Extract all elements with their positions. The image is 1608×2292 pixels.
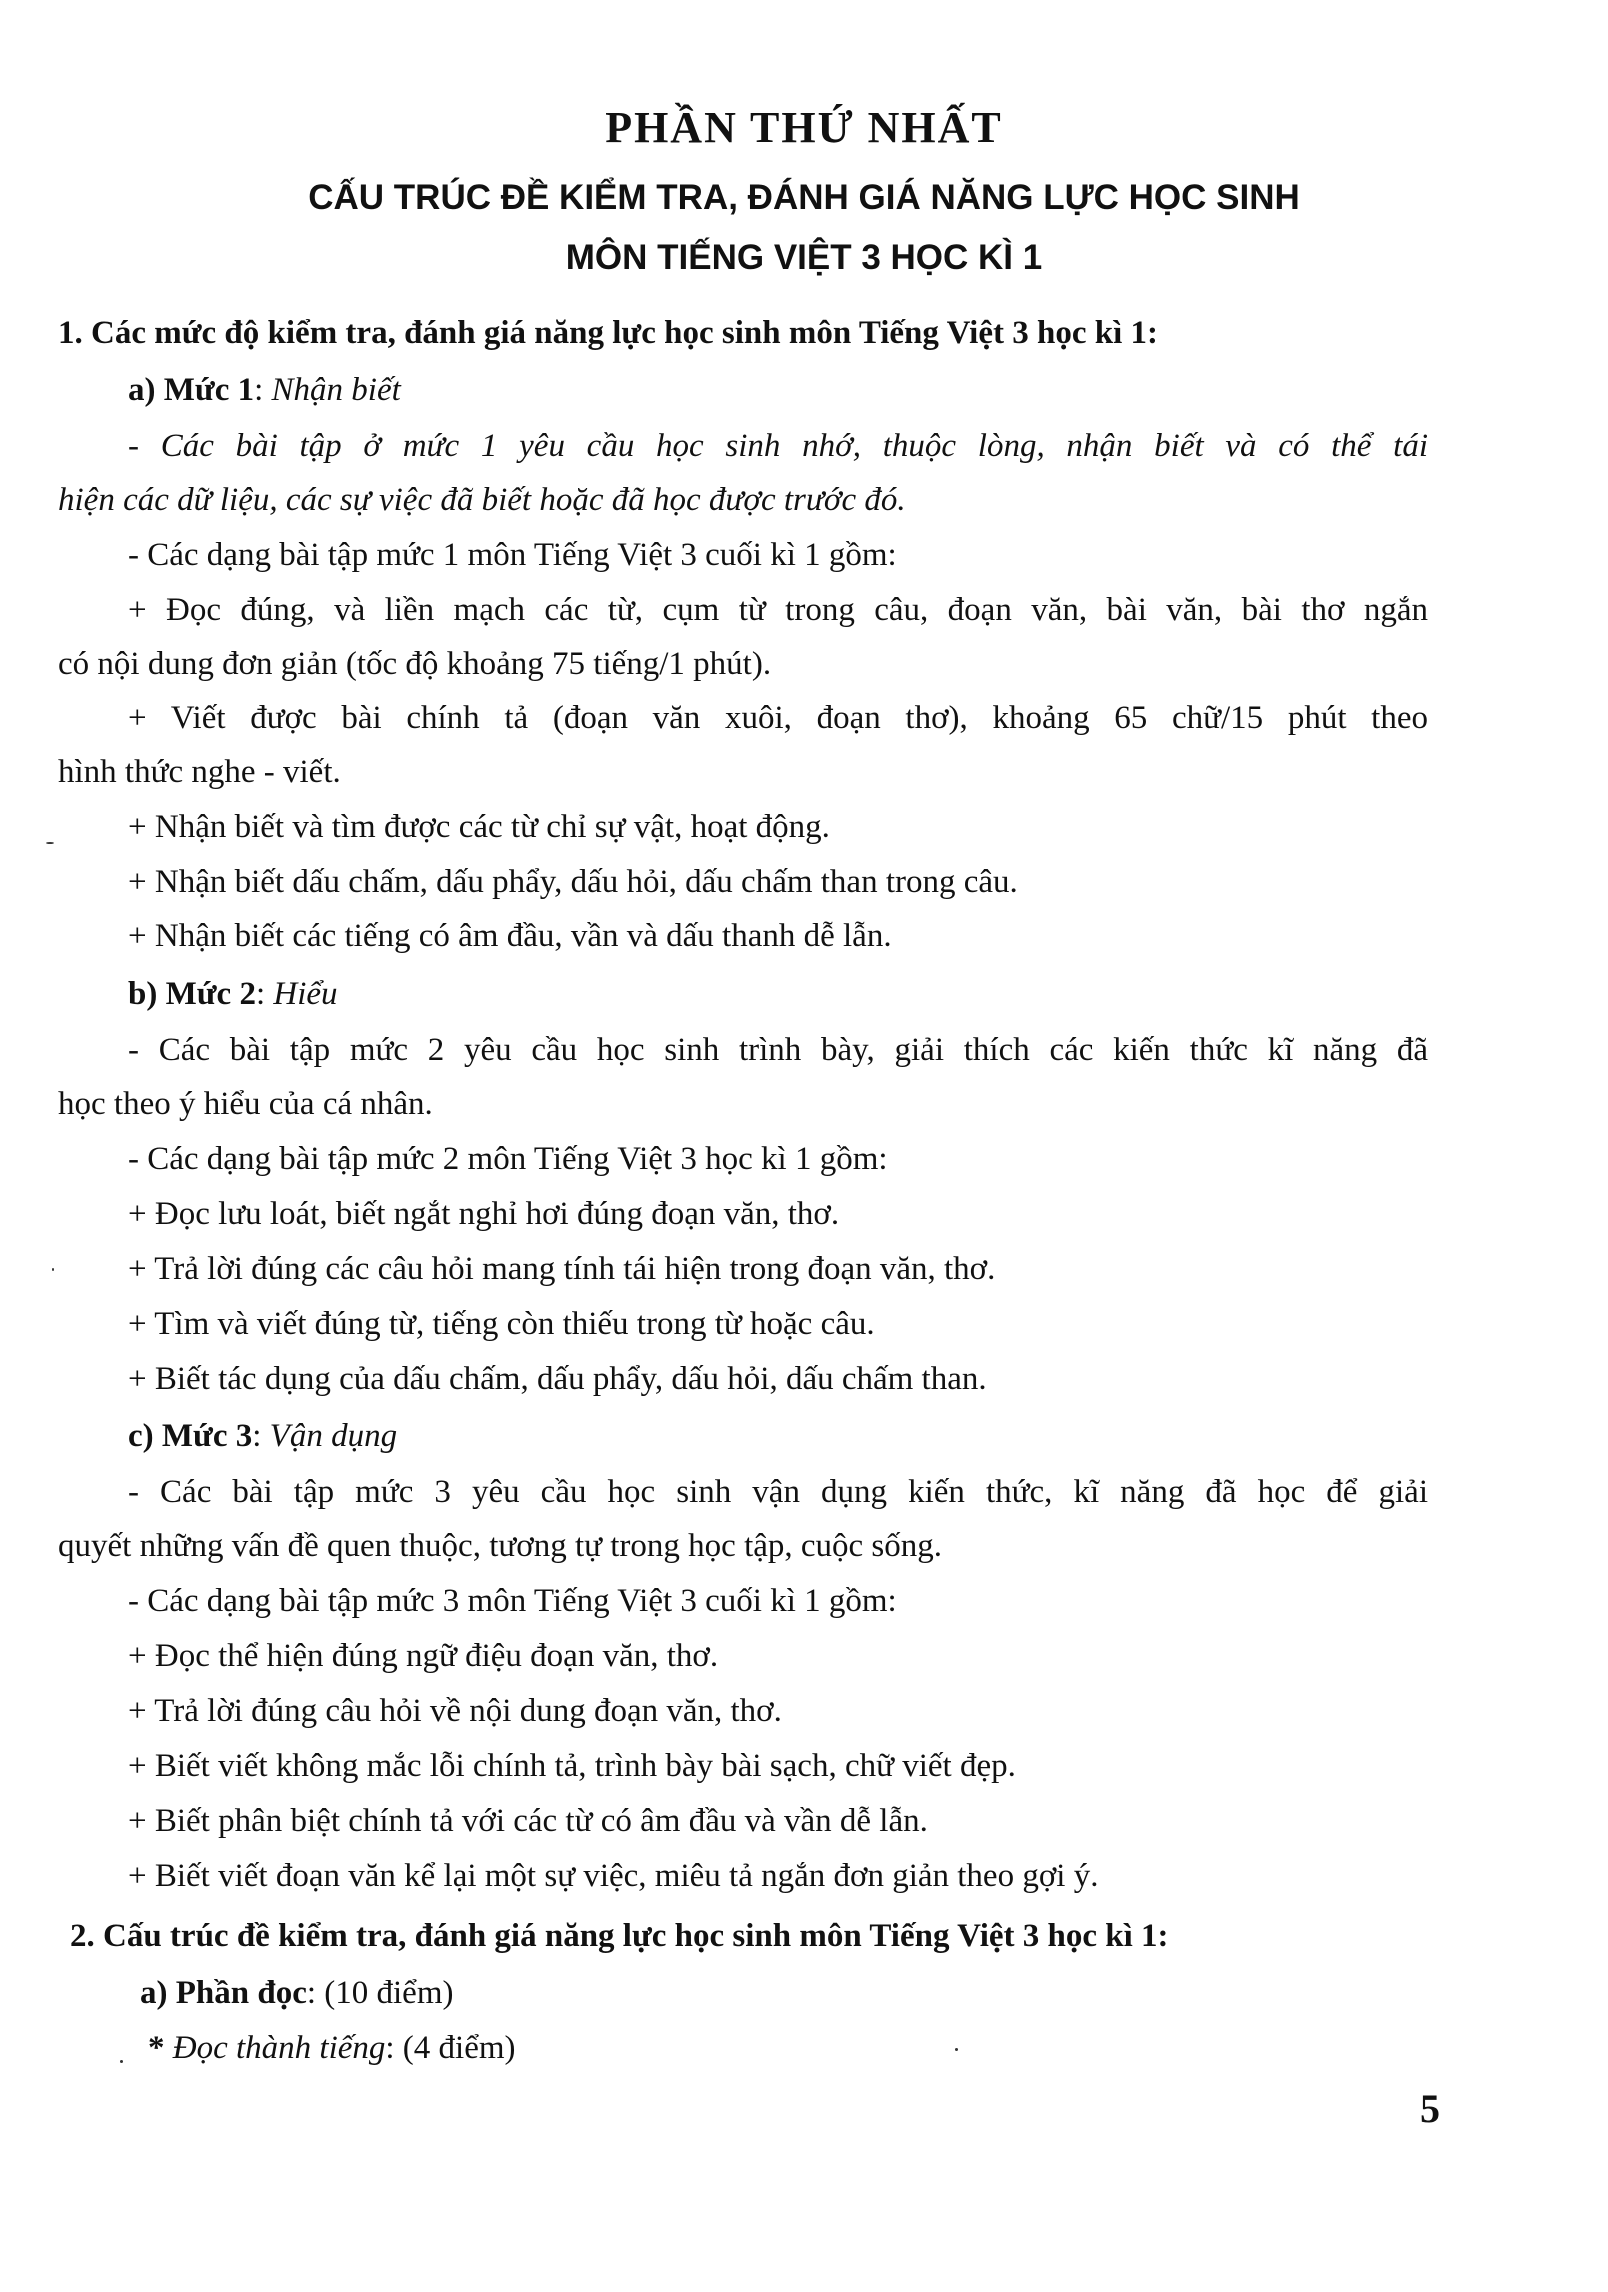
level-3-heading bbox=[128, 1420, 397, 1453]
scan-speck bbox=[52, 1268, 54, 1271]
level-3-item-2: + Trả lời đúng câu hỏi về nội dung đoạn văn, thơ. bbox=[128, 1693, 782, 1729]
level-1-heading bbox=[128, 374, 401, 407]
level-3-item-5: + Biết viết đoạn văn kể lại một sự việc, miêu tả ngắn đơn giản theo gợi ý. bbox=[128, 1858, 1099, 1894]
level-3-label: c) Mức 3 bbox=[128, 1418, 253, 1454]
level-3-item-4: + Biết phân biệt chính tả với các từ có âm đầu và vần dễ lẫn. bbox=[128, 1803, 928, 1839]
reading-part-heading bbox=[140, 1977, 454, 2010]
level-3-desc-line-1: - Các bài tập mức 3 yêu cầu học sinh vận dụng kiến thức, kĩ năng đã học để giải bbox=[128, 1474, 1428, 1510]
page-number: 5 bbox=[1420, 2086, 1440, 2131]
scan-speck bbox=[955, 2048, 958, 2051]
reading-part-points: : (10 điểm) bbox=[306, 1975, 454, 2011]
level-1-desc-line-2: hiện các dữ liệu, các sự việc đã biết hoặc đã học được trước đó. bbox=[58, 482, 906, 518]
level-1-name: Nhận biết bbox=[271, 372, 401, 408]
level-1-types-intro: - Các dạng bài tập mức 1 môn Tiếng Việt 3 cuối kì 1 gồm: bbox=[128, 537, 897, 573]
level-2-desc-line-2: học theo ý hiểu của cá nhân. bbox=[58, 1086, 433, 1122]
level-1-item-2-line-2: hình thức nghe - viết. bbox=[58, 754, 341, 790]
level-2-item-2: + Trả lời đúng các câu hỏi mang tính tái hiện trong đoạn văn, thơ. bbox=[128, 1251, 996, 1287]
level-2-desc-line-1: - Các bài tập mức 2 yêu cầu học sinh trình bày, giải thích các kiến thức kĩ năng đã bbox=[128, 1032, 1428, 1068]
level-1-item-3: + Nhận biết và tìm được các từ chỉ sự vật, hoạt động. bbox=[128, 809, 830, 845]
level-1-colon: : bbox=[254, 372, 272, 408]
level-2-item-3: + Tìm và viết đúng từ, tiếng còn thiếu trong từ hoặc câu. bbox=[128, 1306, 875, 1342]
level-2-types-intro: - Các dạng bài tập mức 2 môn Tiếng Việt 3 học kì 1 gồm: bbox=[128, 1141, 888, 1177]
level-2-name: Hiểu bbox=[273, 976, 338, 1012]
level-3-desc-line-2: quyết những vấn đề quen thuộc, tương tự trong học tập, cuộc sống. bbox=[58, 1528, 943, 1564]
oral-reading-label: Đọc thành tiếng bbox=[172, 2030, 386, 2066]
level-1-item-5: + Nhận biết các tiếng có âm đầu, vần và dấu thanh dễ lẫn. bbox=[128, 918, 892, 954]
level-2-label: b) Mức 2 bbox=[128, 976, 256, 1012]
oral-reading-star: * bbox=[148, 2030, 173, 2066]
level-1-item-1-line-1: + Đọc đúng, và liền mạch các từ, cụm từ trong câu, đoạn văn, bài văn, bài thơ ngắn bbox=[128, 592, 1428, 628]
level-3-types-intro: - Các dạng bài tập mức 3 môn Tiếng Việt 3 cuối kì 1 gồm: bbox=[128, 1583, 897, 1619]
level-1-item-4: + Nhận biết dấu chấm, dấu phẩy, dấu hỏi, dấu chấm than trong câu. bbox=[128, 864, 1018, 900]
level-1-desc-line-1: - Các bài tập ở mức 1 yêu cầu học sinh nhớ, thuộc lòng, nhận biết và có thể tái bbox=[128, 428, 1428, 464]
level-1-label: a) Mức 1 bbox=[128, 372, 255, 408]
scan-speck bbox=[46, 842, 54, 844]
oral-reading-heading bbox=[148, 2032, 516, 2065]
level-2-item-1: + Đọc lưu loát, biết ngắt nghỉ hơi đúng đoạn văn, thơ. bbox=[128, 1196, 840, 1232]
level-1-item-1-line-2: có nội dung đơn giản (tốc độ khoảng 75 tiếng/1 phút). bbox=[58, 646, 772, 682]
level-2-item-4: + Biết tác dụng của dấu chấm, dấu phẩy, dấu hỏi, dấu chấm than. bbox=[128, 1361, 987, 1397]
level-2-colon: : bbox=[255, 976, 274, 1012]
level-1-item-2-line-1: + Viết được bài chính tả (đoạn văn xuôi, đoạn thơ), khoảng 65 chữ/15 phút theo bbox=[128, 700, 1428, 736]
section-2-title: 2. Cấu trúc đề kiểm tra, đánh giá năng lực học sinh môn Tiếng Việt 3 học kì 1: bbox=[70, 1918, 1169, 1954]
level-3-item-1: + Đọc thể hiện đúng ngữ điệu đoạn văn, thơ. bbox=[128, 1638, 719, 1674]
part-title: PHẦN THỨ NHẤT bbox=[605, 103, 1003, 152]
level-2-heading bbox=[128, 978, 338, 1011]
heading-line-1: CẤU TRÚC ĐỀ KIỂM TRA, ĐÁNH GIÁ NĂNG LỰC HỌC SINH bbox=[308, 178, 1300, 217]
oral-reading-points: : (4 điểm) bbox=[385, 2030, 516, 2066]
level-3-item-3: + Biết viết không mắc lỗi chính tả, trình bày bài sạch, chữ viết đẹp. bbox=[128, 1748, 1016, 1784]
reading-part-label: a) Phần đọc bbox=[140, 1975, 307, 2011]
section-1-title: 1. Các mức độ kiểm tra, đánh giá năng lực học sinh môn Tiếng Việt 3 học kì 1: bbox=[58, 315, 1158, 351]
heading-line-2: MÔN TIẾNG VIỆT 3 HỌC KÌ 1 bbox=[565, 238, 1043, 277]
level-3-name: Vận dụng bbox=[269, 1418, 398, 1454]
scan-speck bbox=[120, 2060, 123, 2063]
level-3-colon: : bbox=[252, 1418, 270, 1454]
